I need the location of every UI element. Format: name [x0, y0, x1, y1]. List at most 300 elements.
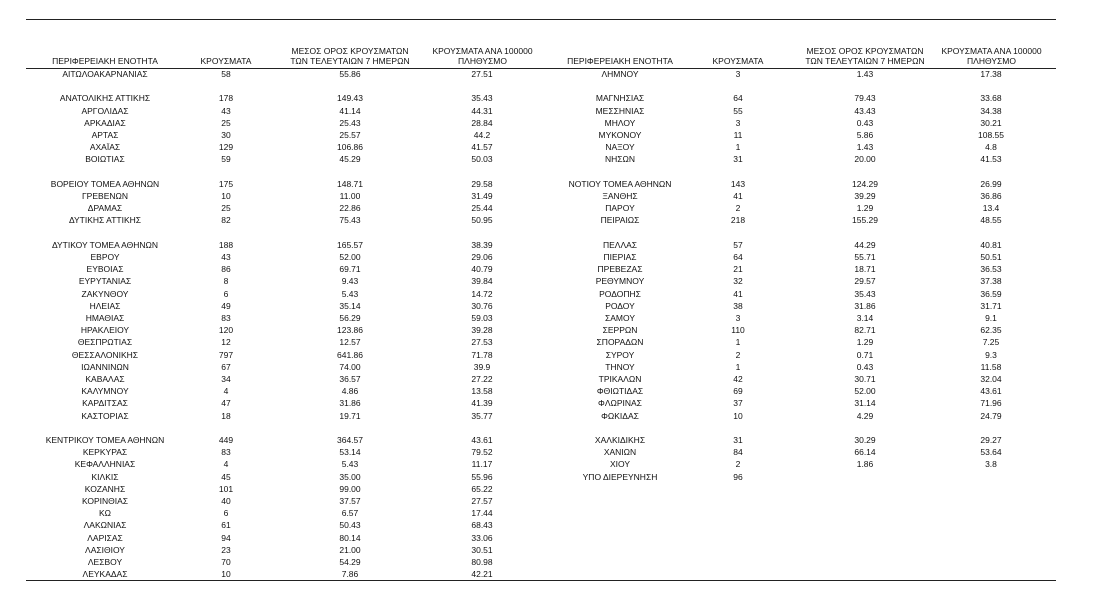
table-row [0, 458, 1100, 470]
cell-cases: 178 [218, 93, 234, 104]
cell-cases: 42 [733, 374, 743, 384]
table-row [0, 105, 1100, 117]
cell-per100k: 7.25 [982, 337, 1000, 348]
cell-avg: 1.86 [856, 459, 874, 470]
cell-avg: 0.71 [856, 349, 874, 360]
cell-region: ΚΕΝΤΡΙΚΟΥ ΤΟΜΕΑ ΑΘΗΝΩΝ [45, 435, 165, 445]
cell-per100k: 11.58 [980, 361, 1002, 372]
table-row [0, 153, 1100, 165]
cell-cases: 4 [223, 459, 229, 470]
header-left-per100k-line1: ΚΡΟΥΣΜΑΤΑ ΑΝΑ 100000 [432, 46, 533, 56]
cell-cases: 43 [221, 252, 231, 262]
cell-region: ΗΜΑΘΙΑΣ [85, 313, 125, 323]
cell-avg: 7.86 [341, 569, 359, 580]
table-row [0, 507, 1100, 519]
cell-region: ΖΑΚΥΝΘΟΥ [81, 288, 129, 299]
cell-cases: 83 [221, 313, 231, 323]
cell-avg: 1.43 [856, 142, 874, 153]
cell-region: ΤΗΝΟΥ [605, 361, 635, 372]
cell-region: ΛΕΣΒΟΥ [87, 557, 123, 567]
cell-per100k: 53.64 [980, 447, 1002, 458]
cell-per100k: 59.03 [471, 313, 493, 323]
table-row [0, 312, 1100, 324]
cell-avg: 18.71 [854, 264, 876, 275]
cell-region: ΠΡΕΒΕΖΑΣ [597, 264, 643, 275]
cell-per100k: 32.04 [980, 374, 1002, 384]
cell-per100k: 55.96 [471, 471, 493, 482]
cell-avg: 124.29 [852, 178, 878, 189]
cell-cases: 64 [733, 93, 743, 104]
cell-region: ΝΗΣΩΝ [604, 154, 636, 165]
top-rule [26, 19, 1056, 20]
cell-region: ΑΧΑΪΑΣ [89, 142, 121, 153]
cell-per100k: 30.21 [980, 117, 1002, 128]
header-right-per100k-line2: ΠΛΗΘΥΣΜΟ [967, 56, 1016, 66]
cell-cases: 110 [731, 325, 745, 336]
cell-avg: 106.86 [337, 142, 363, 153]
cell-cases: 61 [221, 520, 231, 531]
cell-avg: 25.57 [339, 130, 361, 140]
cell-per100k: 50.95 [471, 215, 493, 226]
cell-cases: 2 [735, 349, 741, 360]
cell-per100k: 43.61 [980, 386, 1002, 397]
cell-avg: 35.43 [854, 288, 876, 299]
cell-avg: 123.86 [337, 325, 363, 336]
cell-avg: 11.00 [339, 191, 361, 201]
table-row [0, 202, 1100, 214]
cell-per100k: 41.57 [471, 142, 493, 153]
cell-region: ΚΑΣΤΟΡΙΑΣ [81, 410, 129, 421]
cell-cases: 6 [223, 508, 229, 519]
cell-cases: 3 [735, 69, 741, 79]
cell-avg: 12.57 [339, 337, 361, 348]
cell-per100k: 36.53 [980, 264, 1002, 275]
cell-region: ΚΟΖΑΝΗΣ [84, 483, 126, 494]
cell-per100k: 43.61 [471, 435, 493, 445]
cell-cases: 84 [733, 447, 743, 458]
cell-avg: 55.71 [854, 252, 876, 262]
cell-avg: 364.57 [337, 435, 363, 445]
cell-region: ΔΥΤΙΚΗΣ ΑΤΤΙΚΗΣ [68, 215, 142, 226]
cell-avg: 52.00 [854, 386, 876, 397]
table-row [0, 324, 1100, 336]
header-right-per100k [924, 46, 1059, 66]
cell-region: ΕΥΒΟΙΑΣ [86, 264, 124, 275]
cell-region: ΣΕΡΡΩΝ [602, 325, 638, 336]
cell-cases: 6 [223, 288, 229, 299]
cell-per100k: 50.51 [980, 252, 1002, 262]
table-row [0, 483, 1100, 495]
cell-cases: 38 [733, 300, 743, 311]
cell-region: ΗΡΑΚΛΕΙΟΥ [80, 325, 130, 336]
cell-per100k: 27.57 [471, 496, 493, 506]
cell-region: ΓΡΕΒΕΝΩΝ [82, 191, 128, 201]
header-left-avg-line2: ΤΩΝ ΤΕΛΕΥΤΑΙΩΝ 7 ΗΜΕΡΩΝ [290, 56, 410, 66]
cell-per100k: 42.21 [471, 569, 493, 580]
cell-cases: 120 [218, 325, 234, 336]
cell-region: ΦΘΙΩΤΙΔΑΣ [596, 386, 644, 397]
table-row [0, 544, 1100, 556]
cell-cases: 12 [221, 337, 231, 348]
cell-cases: 70 [221, 557, 231, 567]
cell-cases: 41 [733, 191, 743, 201]
cell-cases: 23 [221, 544, 231, 555]
cell-region: ΦΩΚΙΔΑΣ [601, 410, 639, 421]
header-right-region: ΠΕΡΙΦΕΡΕΙΑΚΗ ΕΝΟΤΗΤΑ [567, 56, 673, 66]
table-row [0, 214, 1100, 226]
table-row [0, 349, 1100, 361]
cell-avg: 29.57 [854, 276, 876, 287]
cell-region: ΛΕΥΚΑΔΑΣ [82, 569, 128, 580]
cell-avg: 149.43 [337, 93, 363, 104]
cell-region: ΠΑΡΟΥ [605, 203, 635, 214]
cell-avg: 31.14 [854, 398, 876, 409]
cell-region: ΥΠΟ ΔΙΕΡΕΥΝΗΣΗ [582, 471, 658, 482]
cell-per100k: 9.1 [985, 313, 997, 323]
cell-per100k: 4.8 [985, 142, 997, 153]
cell-avg: 55.86 [339, 69, 361, 79]
cell-per100k: 108.55 [978, 130, 1004, 140]
cell-cases: 37 [733, 398, 743, 409]
cell-cases: 10 [221, 191, 231, 201]
cell-avg: 1.43 [856, 69, 874, 79]
cell-cases: 1 [735, 142, 741, 153]
cell-region: ΦΛΩΡΙΝΑΣ [598, 398, 642, 409]
cell-cases: 40 [221, 496, 231, 506]
cell-cases: 143 [730, 178, 746, 189]
cell-cases: 1 [735, 361, 741, 372]
cell-per100k: 29.27 [980, 435, 1002, 445]
cell-avg: 3.14 [856, 313, 874, 323]
cell-region: ΘΕΣΠΡΩΤΙΑΣ [77, 337, 133, 348]
cell-per100k: 14.72 [471, 288, 493, 299]
cell-region: ΛΑΣΙΘΙΟΥ [85, 544, 125, 555]
cell-region: ΠΙΕΡΙΑΣ [603, 252, 637, 262]
cell-region: ΔΥΤΙΚΟΥ ΤΟΜΕΑ ΑΘΗΝΩΝ [51, 239, 159, 250]
cell-per100k: 62.35 [980, 325, 1002, 336]
cell-avg: 39.29 [854, 191, 876, 201]
cell-region: ΑΡΚΑΔΙΑΣ [84, 117, 126, 128]
cell-cases: 34 [221, 374, 231, 384]
cell-cases: 45 [221, 471, 231, 482]
header-left-per100k-line2: ΠΛΗΘΥΣΜΟ [458, 56, 507, 66]
cell-cases: 49 [221, 300, 231, 311]
cell-per100k: 38.39 [471, 239, 493, 250]
cell-per100k: 71.96 [980, 398, 1002, 409]
cell-region: ΒΟΙΩΤΙΑΣ [85, 154, 125, 165]
cell-per100k: 36.59 [980, 288, 1002, 299]
cell-cases: 4 [223, 386, 229, 397]
cell-cases: 2 [735, 203, 741, 214]
cell-per100k: 13.4 [982, 203, 1000, 214]
table-row [0, 336, 1100, 348]
cell-region: ΠΕΙΡΑΙΩΣ [600, 215, 640, 226]
cell-per100k: 41.39 [471, 398, 493, 409]
table-row [0, 288, 1100, 300]
cell-region: ΣΑΜΟΥ [604, 313, 635, 323]
header-right-cases: ΚΡΟΥΣΜΑΤΑ [712, 56, 764, 66]
cell-region: ΙΩΑΝΝΙΝΩΝ [81, 361, 129, 372]
cell-cases: 10 [733, 410, 743, 421]
cell-region: ΘΕΣΣΑΛΟΝΙΚΗΣ [71, 349, 139, 360]
header-right-avg [800, 46, 930, 66]
table-row [0, 68, 1100, 80]
table-row [0, 178, 1100, 190]
cell-avg: 4.86 [341, 386, 359, 397]
cell-region: ΤΡΙΚΑΛΩΝ [598, 374, 642, 384]
table-row [0, 397, 1100, 409]
cell-cases: 31 [733, 435, 743, 445]
cell-per100k: 27.51 [471, 69, 493, 79]
cell-cases: 96 [733, 471, 743, 482]
cell-region: ΑΡΓΟΛΙΔΑΣ [81, 105, 129, 116]
cell-per100k: 9.3 [985, 349, 997, 360]
table-row [0, 141, 1100, 153]
header-left-avg [285, 46, 415, 66]
header-right-avg-line1: ΜΕΣΟΣ ΟΡΟΣ ΚΡΟΥΣΜΑΤΩΝ [806, 46, 924, 56]
cell-avg: 155.29 [852, 215, 878, 226]
cell-per100k: 48.55 [980, 215, 1002, 226]
cell-per100k: 68.43 [471, 520, 493, 531]
cell-avg: 35.00 [339, 471, 361, 482]
cell-per100k: 71.78 [471, 349, 493, 360]
header-left-per100k [415, 46, 550, 66]
cell-avg: 25.43 [339, 117, 361, 128]
cell-per100k: 40.81 [980, 239, 1002, 250]
cell-region: ΝΟΤΙΟΥ ΤΟΜΕΑ ΑΘΗΝΩΝ [568, 178, 672, 189]
cell-per100k: 3.8 [985, 459, 997, 470]
cell-cases: 175 [218, 178, 234, 189]
cell-region: ΡΕΘΥΜΝΟΥ [595, 276, 645, 287]
cell-region: ΒΟΡΕΙΟΥ ΤΟΜΕΑ ΑΘΗΝΩΝ [50, 178, 160, 189]
cell-per100k: 41.53 [980, 154, 1002, 165]
cell-avg: 641.86 [337, 349, 363, 360]
cell-cases: 57 [733, 239, 743, 250]
cell-region: ΚΕΡΚΥΡΑΣ [82, 447, 128, 458]
cell-avg: 56.29 [339, 313, 361, 323]
cell-cases: 86 [221, 264, 231, 275]
cell-cases: 8 [223, 276, 229, 287]
table-row [0, 532, 1100, 544]
table-row [0, 263, 1100, 275]
cell-avg: 82.71 [854, 325, 876, 336]
cell-per100k: 33.06 [471, 532, 493, 543]
cell-per100k: 27.22 [471, 374, 493, 384]
cell-region: ΠΕΛΛΑΣ [602, 239, 638, 250]
cell-cases: 101 [218, 483, 234, 494]
cell-per100k: 31.71 [980, 300, 1002, 311]
cell-region: ΡΟΔΟΠΗΣ [599, 288, 641, 299]
table-row [0, 361, 1100, 373]
cell-cases: 43 [221, 105, 231, 116]
cell-avg: 43.43 [854, 105, 876, 116]
cell-region: ΜΥΚΟΝΟΥ [598, 130, 642, 140]
cell-per100k: 44.31 [471, 105, 493, 116]
header-left-avg-line1: ΜΕΣΟΣ ΟΡΟΣ ΚΡΟΥΣΜΑΤΩΝ [291, 46, 409, 56]
cell-per100k: 11.17 [471, 459, 493, 470]
cell-per100k: 29.06 [471, 252, 493, 262]
table-row [0, 471, 1100, 483]
header-right-per100k-line1: ΚΡΟΥΣΜΑΤΑ ΑΝΑ 100000 [941, 46, 1042, 56]
cell-cases: 82 [221, 215, 231, 226]
cell-per100k: 80.98 [471, 557, 493, 567]
cell-avg: 69.71 [339, 264, 361, 275]
cell-per100k: 17.44 [471, 508, 493, 519]
cell-per100k: 37.38 [980, 276, 1002, 287]
cell-cases: 218 [730, 215, 746, 226]
cell-cases: 94 [221, 532, 231, 543]
cell-region: ΡΟΔΟΥ [605, 300, 635, 311]
cell-cases: 3 [735, 117, 741, 128]
cell-per100k: 31.49 [471, 191, 493, 201]
cell-region: ΣΥΡΟΥ [605, 349, 635, 360]
header-left-region: ΠΕΡΙΦΕΡΕΙΑΚΗ ΕΝΟΤΗΤΑ [52, 56, 158, 66]
cell-avg: 75.43 [339, 215, 361, 226]
table-row [0, 556, 1100, 568]
cell-avg: 5.43 [341, 288, 359, 299]
cell-per100k: 50.03 [471, 154, 493, 165]
cell-cases: 69 [733, 386, 743, 397]
table-row [0, 410, 1100, 422]
cell-per100k: 17.38 [980, 69, 1002, 79]
table-row [0, 495, 1100, 507]
table-row [0, 251, 1100, 263]
cell-cases: 2 [735, 459, 741, 470]
cell-cases: 59 [221, 154, 231, 165]
cell-per100k: 26.99 [980, 178, 1002, 189]
cell-cases: 67 [221, 361, 231, 372]
cell-cases: 47 [221, 398, 231, 409]
header-right-avg-line2: ΤΩΝ ΤΕΛΕΥΤΑΙΩΝ 7 ΗΜΕΡΩΝ [805, 56, 925, 66]
cell-cases: 31 [733, 154, 743, 165]
cell-region: ΚΕΦΑΛΛΗΝΙΑΣ [74, 459, 136, 470]
cell-avg: 41.14 [339, 105, 361, 116]
cell-cases: 797 [218, 349, 234, 360]
cell-per100k: 28.84 [471, 117, 493, 128]
cell-per100k: 36.86 [980, 191, 1002, 201]
table-row [0, 519, 1100, 531]
cell-per100k: 29.58 [471, 178, 493, 189]
cell-per100k: 30.51 [471, 544, 493, 555]
table-row [0, 190, 1100, 202]
cell-region: ΚΑΡΔΙΤΣΑΣ [82, 398, 128, 409]
cell-avg: 1.29 [856, 337, 874, 348]
cell-region: ΧΙΟΥ [609, 459, 631, 470]
cell-per100k: 35.43 [471, 93, 493, 104]
cell-region: ΑΝΑΤΟΛΙΚΗΣ ΑΤΤΙΚΗΣ [59, 93, 151, 104]
cell-region: ΝΑΞΟΥ [605, 142, 635, 153]
cell-region: ΚΑΛΥΜΝΟΥ [81, 386, 129, 397]
table-row [0, 446, 1100, 458]
cell-per100k: 25.44 [471, 203, 493, 214]
bottom-rule [26, 580, 1056, 581]
cell-per100k: 30.76 [471, 300, 493, 311]
cell-region: ΕΒΡΟΥ [90, 252, 120, 262]
cell-avg: 1.29 [856, 203, 874, 214]
cell-cases: 41 [733, 288, 743, 299]
cell-region: ΛΑΚΩΝΙΑΣ [83, 520, 127, 531]
cell-region: ΛΗΜΝΟΥ [601, 69, 639, 79]
cell-cases: 25 [221, 117, 231, 128]
cell-avg: 9.43 [341, 276, 359, 287]
cell-avg: 74.00 [339, 361, 361, 372]
table-row [0, 129, 1100, 141]
cell-avg: 99.00 [339, 483, 361, 494]
cell-region: ΑΙΤΩΛΟΑΚΑΡΝΑΝΙΑΣ [62, 69, 148, 79]
cell-per100k: 79.52 [471, 447, 493, 458]
cell-cases: 32 [733, 276, 743, 287]
cell-region: ΜΑΓΝΗΣΙΑΣ [595, 93, 645, 104]
cell-per100k: 39.84 [471, 276, 493, 287]
cell-cases: 129 [218, 142, 234, 153]
cell-avg: 5.43 [341, 459, 359, 470]
cell-cases: 188 [218, 239, 234, 250]
cell-per100k: 24.79 [980, 410, 1002, 421]
cell-region: ΞΑΝΘΗΣ [602, 191, 638, 201]
cell-region: ΧΑΝΙΩΝ [603, 447, 637, 458]
cell-avg: 53.14 [339, 447, 361, 458]
cell-avg: 44.29 [854, 239, 876, 250]
cell-cases: 64 [733, 252, 743, 262]
cell-avg: 22.86 [339, 203, 361, 214]
cell-cases: 1 [735, 337, 741, 348]
cell-avg: 66.14 [854, 447, 876, 458]
cell-avg: 54.29 [339, 557, 361, 567]
table-row [0, 92, 1100, 104]
table-row [0, 300, 1100, 312]
cell-region: ΜΕΣΣΗΝΙΑΣ [595, 105, 645, 116]
cell-region: ΑΡΤΑΣ [91, 130, 119, 140]
cell-per100k: 65.22 [471, 483, 493, 494]
cell-per100k: 44.2 [473, 130, 491, 140]
table-row [0, 568, 1100, 580]
table-row [0, 117, 1100, 129]
cell-per100k: 35.77 [471, 410, 493, 421]
cell-cases: 30 [221, 130, 231, 140]
cell-avg: 31.86 [339, 398, 361, 409]
cell-avg: 30.29 [854, 435, 876, 445]
cell-per100k: 34.38 [980, 105, 1002, 116]
cell-avg: 45.29 [339, 154, 361, 165]
cell-per100k: 39.9 [473, 361, 491, 372]
cell-per100k: 40.79 [471, 264, 493, 275]
cell-avg: 36.57 [339, 374, 361, 384]
cell-cases: 58 [221, 69, 231, 79]
cell-avg: 37.57 [339, 496, 361, 506]
cell-cases: 21 [733, 264, 743, 275]
cell-cases: 83 [221, 447, 231, 458]
cell-cases: 18 [221, 410, 231, 421]
table-row [0, 239, 1100, 251]
cell-avg: 80.14 [339, 532, 361, 543]
cell-region: ΣΠΟΡΑΔΩΝ [596, 337, 644, 348]
cell-avg: 165.57 [337, 239, 363, 250]
cell-region: ΗΛΕΙΑΣ [89, 300, 121, 311]
header-left-cases: ΚΡΟΥΣΜΑΤΑ [200, 56, 252, 66]
cell-per100k: 39.28 [471, 325, 493, 336]
cell-avg: 20.00 [854, 154, 876, 165]
cell-avg: 52.00 [339, 252, 361, 262]
cell-avg: 31.86 [854, 300, 876, 311]
cell-avg: 4.29 [856, 410, 874, 421]
cell-cases: 10 [221, 569, 231, 580]
cell-avg: 19.71 [339, 410, 361, 421]
cell-region: ΚΑΒΑΛΑΣ [85, 374, 125, 384]
cell-avg: 6.57 [341, 508, 359, 519]
cell-region: ΚΙΛΚΙΣ [91, 471, 119, 482]
cell-avg: 5.86 [856, 130, 874, 140]
cell-cases: 449 [218, 435, 234, 445]
